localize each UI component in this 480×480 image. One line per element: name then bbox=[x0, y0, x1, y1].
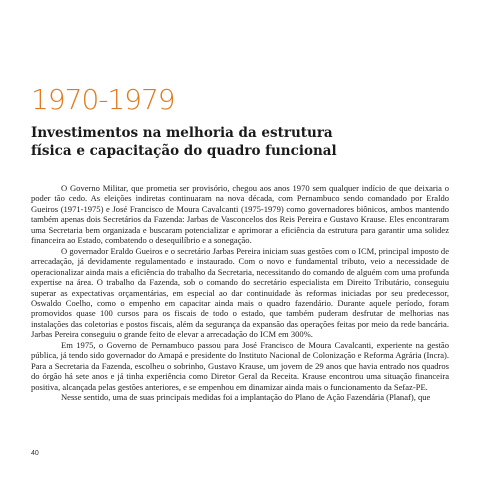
chapter-title-line-2: física e capacitação do quadro funcional bbox=[31, 143, 337, 159]
paragraph: Nesse sentido, uma de suas principais medidas foi a implantação do Plano de Ação Fazendária (Planaf), que bbox=[61, 392, 431, 403]
page-number: 40 bbox=[31, 450, 39, 457]
chapter-title bbox=[31, 124, 451, 160]
paragraph: Em 1975, o Governo de Pernambuco passou para José Francisco de Moura Cavalcanti, experiente na gestão pública, já tendo sido governador do Amapá e presidente do Instituto Nacional de Colonização e Reforma Agrária (Incra). Para a Secretaria da Fazenda, escolheu o sobrinho, Gustavo Krause, um jovem de 29 anos que havia entrado nos quadros do órgão há sete anos e já tinha experiência como Diretor Geral da Receita. Krause encontrou uma situação financeira positiva, alcançada pelas gestões anteriores, e se empenhou em dinamizar ainda mais o funcionamento da Sefaz-PE. bbox=[31, 339, 449, 392]
body-text bbox=[31, 183, 449, 403]
paragraph: O governador Eraldo Gueiros e o secretário Jarbas Pereira iniciam suas gestões com o ICM, principal imposto de arrecadação, já devidamente regulamentado e instaurado. Com o novo e fundamental tributo, veio a necessidade de operacionalizar ainda mais a eficiência do trabalho da Secretaria, necessitando do comando de alguém com uma profunda expertise na área. O trabalho da Fazenda, sob o comando do secretário especialista em Direito Tributário, conseguiu superar as expectativas orçamentárias, em especial ao dar continuidade às reformas iniciadas por seu predecessor, Oswaldo Coelho, como o empenho em capacitar ainda mais o quadro fazendário. Durante aquele período, foram promovidos quase 100 cursos para os fiscais de todo o estado, que também puderam desfrutar de melhorias nas instalações das coletorias e postos fiscais, além da segurança da expansão das operações feitas por meio da rede bancária. Jarbas Pereira conseguiu o grande feito de elevar a arrecadação do ICM em 300%. bbox=[31, 245, 449, 340]
chapter-title-line-1: Investimentos na melhoria da estrutura bbox=[31, 125, 333, 141]
paragraph: O Governo Militar, que prometia ser provisório, chegou aos anos 1970 sem qualquer indício de que deixaria o poder tão cedo. As eleições indiretas continuaram na nova década, com Pernambuco sendo comandado por Eraldo Gueiros (1971-1975) e José Francisco de Moura Cavalcanti (1975-1979) como governadores biônicos, ambos mantendo também apenas dois Secretários da Fazenda: Jarbas de Vasconcelos dos Reis Pereira e Gustavo Krause. Eles encontraram uma Secretaria bem organizada e buscaram potencializar e aprimorar a eficiência da estrutura para garantir uma solidez financeira ao Estado, combatendo o desequilíbrio e a sonegação. bbox=[31, 183, 449, 246]
era-heading: 1970-1979 bbox=[31, 83, 175, 116]
